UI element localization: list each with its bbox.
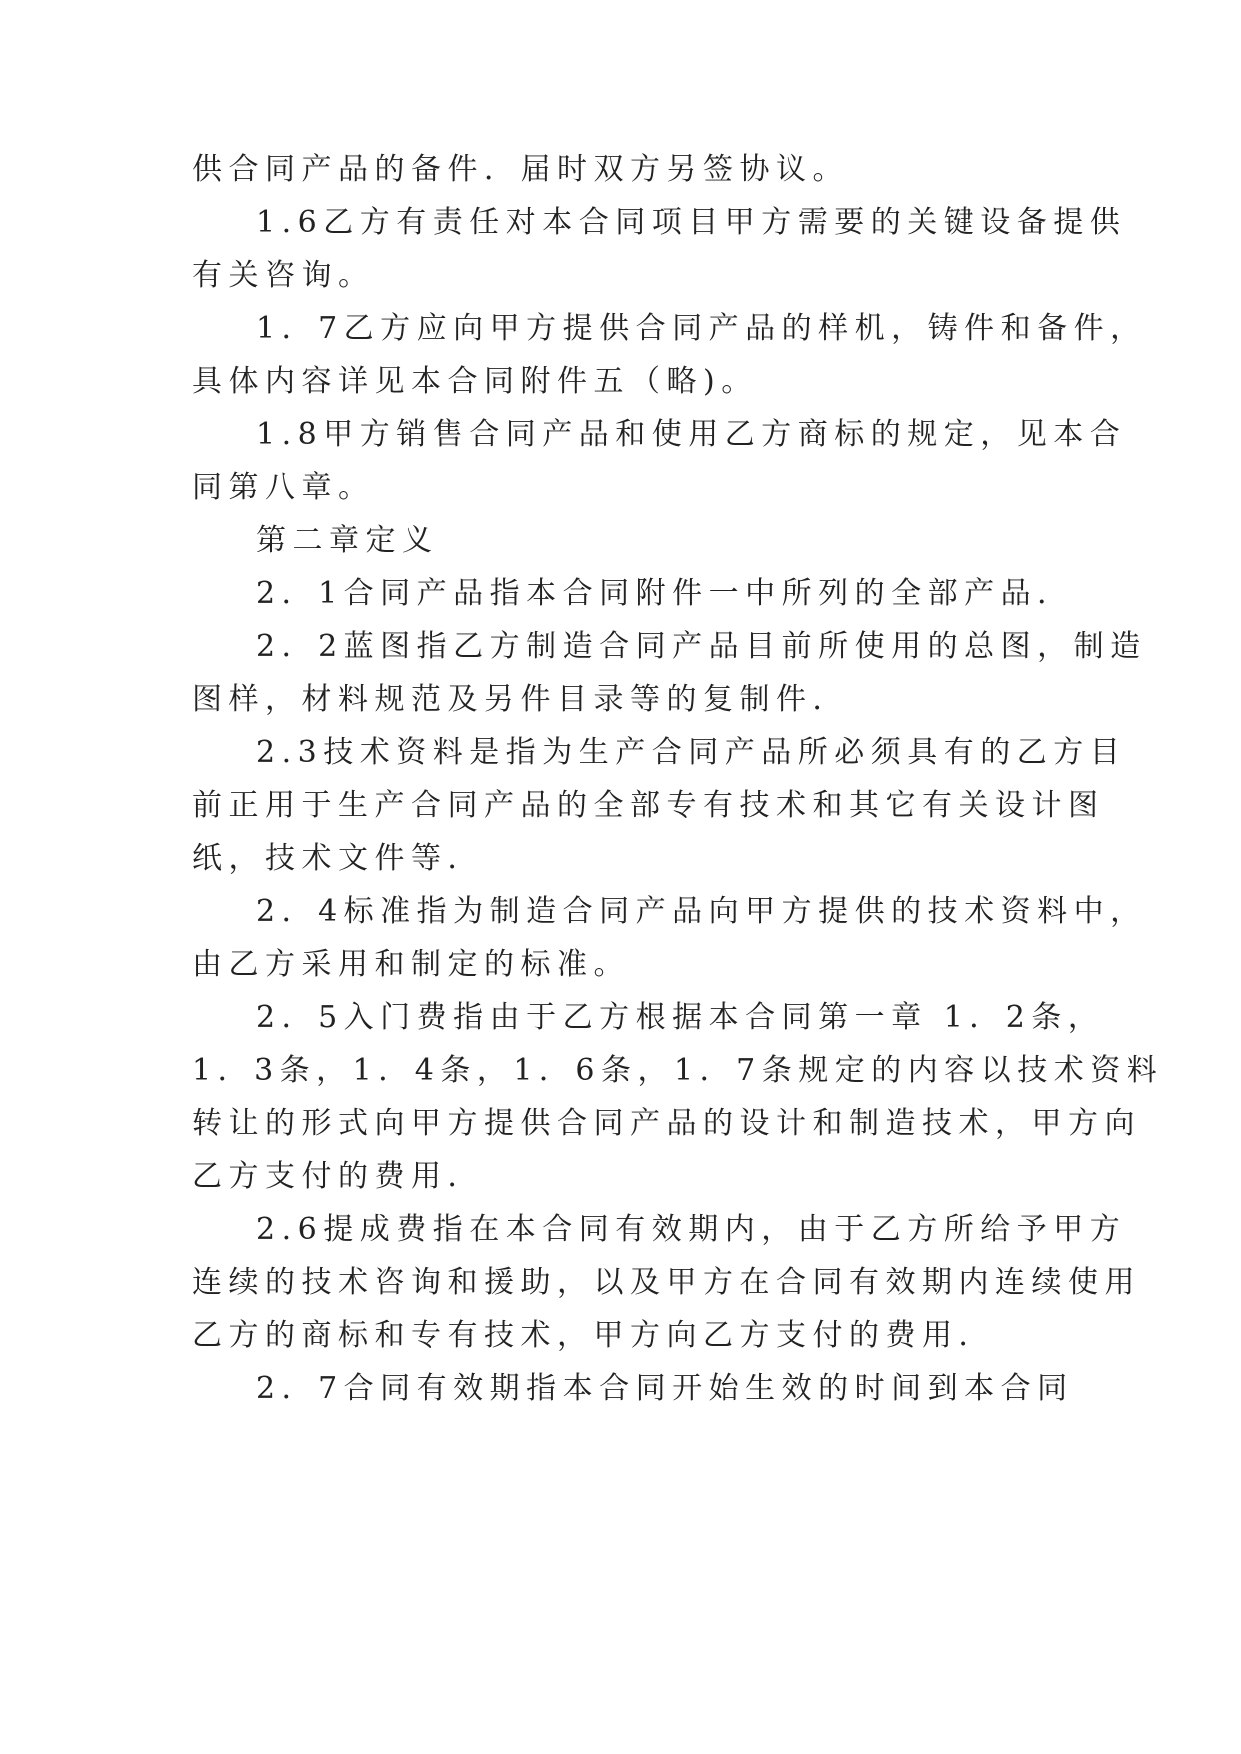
text-line: 2．4标准指为制造合同产品向甲方提供的技术资料中， [256,894,1147,929]
text-line: 2．5入门费指由于乙方根据本合同第一章 1．2条， [256,1000,1105,1035]
section-heading: 第二章定义 [256,523,439,558]
text-line: 纸，技术文件等． [192,841,484,876]
text-line: 2．1合同产品指本合同附件一中所列的全部产品． [256,576,1074,611]
text-line: 1．3条，1．4条，1．6条，1．7条规定的内容以技术资料 [192,1053,1164,1088]
text-line: 转让的形式向甲方提供合同产品的设计和制造技术，甲方向 [192,1106,1141,1141]
text-line: 2.6提成费指在本合同有效期内，由于乙方所给予甲方 [256,1212,1127,1247]
text-line: 2.3技术资料是指为生产合同产品所必须具有的乙方目 [256,735,1127,770]
text-line: 具体内容详见本合同附件五（略)。 [192,364,758,399]
text-line: 供合同产品的备件．届时双方另签协议。 [192,152,849,187]
text-line: 有关咨询。 [192,258,375,293]
text-line: 1.6乙方有责任对本合同项目甲方需要的关键设备提供 [256,205,1127,240]
text-line: 前正用于生产合同产品的全部专有技术和其它有关设计图 [192,788,1105,823]
text-line: 2．2蓝图指乙方制造合同产品目前所使用的总图，制造 [256,629,1147,664]
text-line: 图样，材料规范及另件目录等的复制件． [192,682,849,717]
text-line: 1.8甲方销售合同产品和使用乙方商标的规定，见本合 [256,417,1127,452]
text-line: 2．7合同有效期指本合同开始生效的时间到本合同 [256,1371,1074,1406]
text-line: 1．7乙方应向甲方提供合同产品的样机，铸件和备件， [256,311,1147,346]
text-line: 乙方的商标和专有技术，甲方向乙方支付的费用． [192,1318,995,1353]
text-line: 乙方支付的费用． [192,1159,484,1194]
text-line: 连续的技术咨询和援助，以及甲方在合同有效期内连续使用 [192,1265,1141,1300]
text-line: 由乙方采用和制定的标准。 [192,947,630,982]
text-line: 同第八章。 [192,470,375,505]
